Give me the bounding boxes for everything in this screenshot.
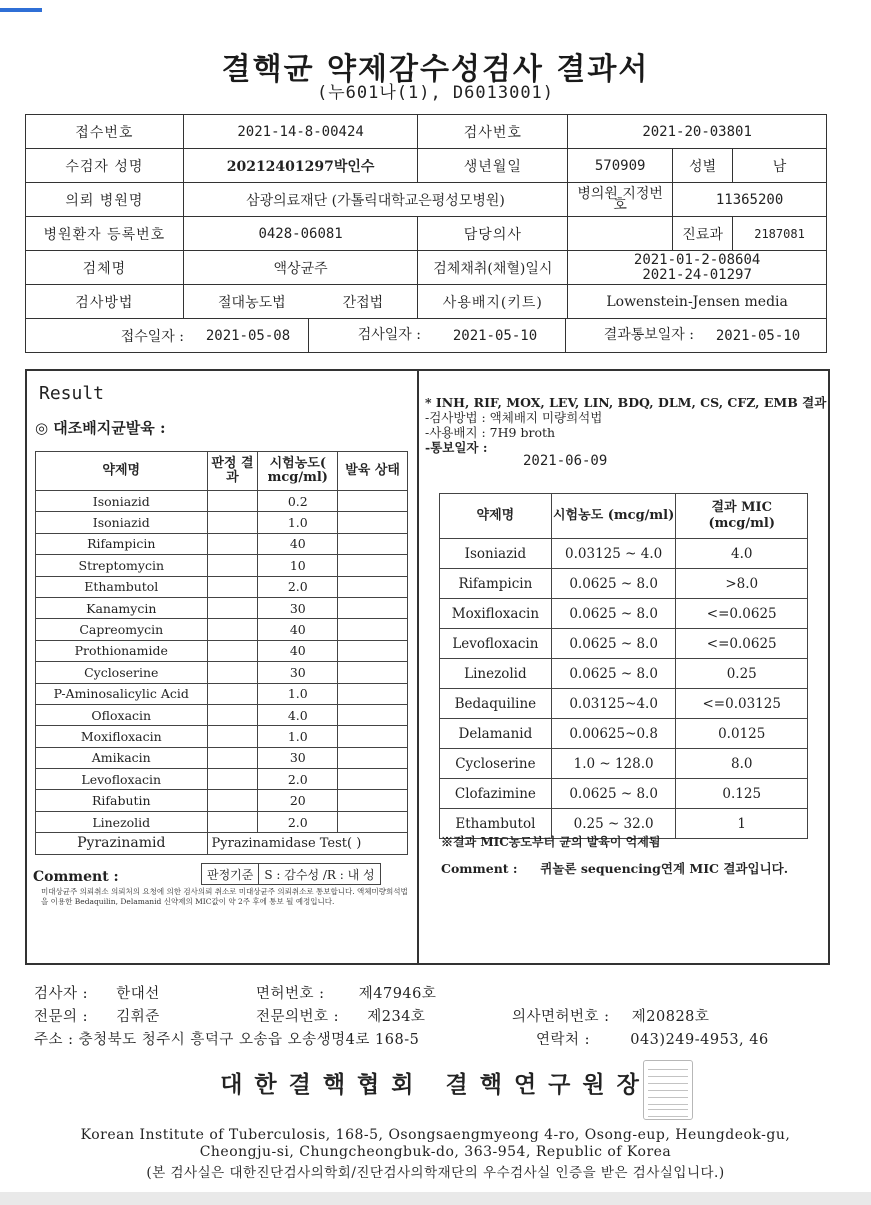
institute-name: 대한결핵협회 결핵연구원장 xyxy=(220,1071,651,1098)
mic-note-drugs: * INH, RIF, MOX, LEV, LIN, BDQ, DLM, CS, CFZ, EMB 결과 xyxy=(425,395,827,410)
received-date: 2021-05-08 xyxy=(205,327,291,344)
mic-note-report-label: -통보일자 : xyxy=(425,440,488,455)
collection-date-2: 2021-24-01297 xyxy=(642,266,752,283)
judge-cell xyxy=(207,726,258,747)
growth-cell xyxy=(338,790,408,811)
drug-name: P-Aminosalicylic Acid xyxy=(36,683,208,704)
judge-cell xyxy=(207,555,258,576)
mic-table-row xyxy=(440,539,808,569)
pyrazinamid-label: Pyrazinamid xyxy=(36,833,208,854)
concentration: 30 xyxy=(258,662,338,683)
growth-cell xyxy=(338,769,408,790)
doctor-label: 담당의사 xyxy=(418,217,568,251)
document-title: 결핵균 약제감수성검사 결과서 xyxy=(221,52,650,87)
mic-drug-name: Clofazimine xyxy=(440,779,552,809)
method-2: 간접법 xyxy=(342,294,384,311)
growth-cell xyxy=(338,533,408,554)
sex-label: 성별 xyxy=(673,149,733,183)
contact-label: 연락처 : xyxy=(536,1032,591,1048)
top-bar xyxy=(0,0,871,12)
growth-cell xyxy=(338,811,408,832)
doctor-license-label: 의사면허번호 : xyxy=(512,1009,610,1025)
mic-concentration: 0.25 ~ 32.0 xyxy=(551,809,676,839)
concentration: 30 xyxy=(258,747,338,768)
mic-concentration: 0.0625 ~ 8.0 xyxy=(551,629,676,659)
solid-table-row xyxy=(36,619,408,640)
growth-cell xyxy=(338,662,408,683)
mic-report-date: 2021-06-09 xyxy=(523,453,608,469)
patient-info-table xyxy=(25,114,827,353)
col-growth: 발육 상태 xyxy=(338,452,408,491)
concentration: 2.0 xyxy=(258,811,338,832)
solid-table-row xyxy=(36,769,408,790)
hospital-code: 11365200 xyxy=(673,183,827,217)
growth-cell xyxy=(338,619,408,640)
mic-concentration: 0.03125 ~ 4.0 xyxy=(551,539,676,569)
col-concentration: 시험농도( mcg/ml) xyxy=(258,452,338,491)
birth-label: 생년월일 xyxy=(418,149,568,183)
mic-note-medium: -사용배지 : 7H9 broth xyxy=(425,425,556,440)
reported-label: 결과통보일자 : xyxy=(565,319,698,352)
received-label: 접수일자 : xyxy=(120,328,184,345)
concentration: 2.0 xyxy=(258,576,338,597)
drug-name: Isoniazid xyxy=(36,512,208,533)
tab-indicator xyxy=(0,8,42,12)
mic-table-row xyxy=(440,599,808,629)
concentration: 2.0 xyxy=(258,769,338,790)
judge-cell xyxy=(207,662,258,683)
judge-cell xyxy=(207,491,258,512)
test-no: 2021-20-03801 xyxy=(568,115,827,149)
col-drug: 약제명 xyxy=(36,452,208,491)
mic-inhibition-note: ※결과 MIC농도부터 균의 발육이 억제됨 xyxy=(441,835,661,849)
tester-label: 검사자 : xyxy=(34,986,89,1002)
reported-date: 2021-05-10 xyxy=(715,327,801,344)
growth-cell xyxy=(338,491,408,512)
mic-drug-name: Levofloxacin xyxy=(440,629,552,659)
english-address-1: Korean Institute of Tuberculosis, 168-5, Osongsaengmyeong 4-ro, Osong-eup, Heungdeok-gu, xyxy=(80,1127,791,1143)
mic-result: 0.25 xyxy=(676,659,808,689)
medium-label: 사용배지(키트) xyxy=(418,285,568,319)
mic-table-row xyxy=(440,569,808,599)
drug-name: Cycloserine xyxy=(36,662,208,683)
mic-result: <=0.03125 xyxy=(676,689,808,719)
judge-cell xyxy=(207,576,258,597)
drug-name: Ofloxacin xyxy=(36,704,208,725)
mic-table-row xyxy=(440,749,808,779)
mic-result: >8.0 xyxy=(676,569,808,599)
drug-name: Isoniazid xyxy=(36,491,208,512)
mic-concentration: 1.0 ~ 128.0 xyxy=(551,749,676,779)
drug-name: Streptomycin xyxy=(36,555,208,576)
judge-cell xyxy=(207,747,258,768)
judge-cell xyxy=(207,512,258,533)
mic-drug-name: Bedaquiline xyxy=(440,689,552,719)
patient-label: 수검자 성명 xyxy=(26,149,184,183)
judge-cell xyxy=(207,619,258,640)
collection-label: 검체채취(채혈)일시 xyxy=(418,251,568,285)
doctor-name xyxy=(568,217,673,251)
footer-specialist-no xyxy=(256,1005,425,1026)
drug-name: Moxifloxacin xyxy=(36,726,208,747)
dept-label: 진료과 xyxy=(673,217,733,251)
medium-value: Lowenstein-Jensen media xyxy=(568,285,827,319)
concentration: 0.2 xyxy=(258,491,338,512)
concentration: 20 xyxy=(258,790,338,811)
mic-drug-name: Isoniazid xyxy=(440,539,552,569)
control-growth-label: ◎ 대조배지균발육 : xyxy=(35,419,166,437)
dept-value: 2187081 xyxy=(733,217,827,251)
drug-name: Levofloxacin xyxy=(36,769,208,790)
mic-col-concentration: 시험농도 (mcg/ml) xyxy=(551,494,676,539)
mic-result: 4.0 xyxy=(676,539,808,569)
judge-cell xyxy=(207,704,258,725)
tester-name: 한대선 xyxy=(116,986,160,1002)
solid-table-row xyxy=(36,662,408,683)
mic-drug-name: Cycloserine xyxy=(440,749,552,779)
mic-col-result: 결과 MIC (mcg/ml) xyxy=(676,494,808,539)
concentration: 1.0 xyxy=(258,512,338,533)
mic-concentration: 0.00625~0.8 xyxy=(551,719,676,749)
solid-table-row xyxy=(36,790,408,811)
hospital-label: 의뢰 병원명 xyxy=(26,183,184,217)
mic-concentration: 0.03125~4.0 xyxy=(551,689,676,719)
pyrazinamidase-test: Pyrazinamidase Test( ) xyxy=(207,833,407,854)
solid-table-row xyxy=(36,576,408,597)
concentration: 10 xyxy=(258,555,338,576)
mic-drug-name: Ethambutol xyxy=(440,809,552,839)
drug-name: Rifampicin xyxy=(36,533,208,554)
mic-concentration: 0.0625 ~ 8.0 xyxy=(551,599,676,629)
footer-license xyxy=(256,982,436,1003)
mic-concentration: 0.0625 ~ 8.0 xyxy=(551,779,676,809)
judge-cell xyxy=(207,597,258,618)
criteria-label: 판정기준 xyxy=(202,864,259,885)
drug-name: Ethambutol xyxy=(36,576,208,597)
judge-cell xyxy=(207,683,258,704)
mic-col-drug: 약제명 xyxy=(440,494,552,539)
certification-note: (본 검사실은 대한진단검사의학회/진단검사의학재단의 우수검사실 인증을 받은 검사실입니다.) xyxy=(146,1165,725,1181)
result-heading: Result xyxy=(39,383,105,404)
right-comment-text: 퀴놀론 sequencing연계 MIC 결과입니다. xyxy=(540,861,789,876)
collection-dates xyxy=(568,251,827,285)
col-judge: 판정 결과 xyxy=(207,452,258,491)
concentration: 40 xyxy=(258,533,338,554)
mic-concentration: 0.0625 ~ 8.0 xyxy=(551,569,676,599)
mic-table-row xyxy=(440,629,808,659)
right-comment xyxy=(441,859,788,877)
growth-cell xyxy=(338,555,408,576)
mic-result: 0.125 xyxy=(676,779,808,809)
tested-date: 2021-05-10 xyxy=(452,327,538,344)
solid-table-row xyxy=(36,726,408,747)
mic-result: <=0.0625 xyxy=(676,599,808,629)
growth-cell xyxy=(338,597,408,618)
concentration: 4.0 xyxy=(258,704,338,725)
specialist-no: 제234호 xyxy=(367,1009,426,1025)
patient-name: 20212401297박인수 xyxy=(183,149,418,183)
footer-doctor-license xyxy=(512,1005,709,1026)
dates-row xyxy=(26,319,827,353)
growth-cell xyxy=(338,747,408,768)
registration-no: 0428-06081 xyxy=(183,217,418,251)
method-label: 검사방법 xyxy=(26,285,184,319)
solid-table-row xyxy=(36,811,408,832)
mic-result: <=0.0625 xyxy=(676,629,808,659)
mic-result: 1 xyxy=(676,809,808,839)
solid-table-row xyxy=(36,747,408,768)
mic-table-row xyxy=(440,779,808,809)
criteria-table xyxy=(201,863,381,885)
growth-cell xyxy=(338,640,408,661)
solid-table-row xyxy=(36,491,408,512)
footer-contact xyxy=(536,1028,769,1049)
growth-cell xyxy=(338,704,408,725)
hospital-name: 삼광의료재단 (가톨릭대학교은평성모병원) xyxy=(183,183,568,217)
drug-name: Rifabutin xyxy=(36,790,208,811)
growth-cell xyxy=(338,726,408,747)
concentration: 30 xyxy=(258,597,338,618)
concentration: 1.0 xyxy=(258,726,338,747)
left-comment-label: Comment : xyxy=(33,869,119,885)
drug-name: Amikacin xyxy=(36,747,208,768)
tested-label: 검사일자 : xyxy=(308,319,425,352)
drug-name: Prothionamide xyxy=(36,640,208,661)
mic-table-row xyxy=(440,689,808,719)
mic-table xyxy=(439,493,808,839)
bottom-bar xyxy=(0,1192,871,1205)
reception-no: 2021-14-8-00424 xyxy=(183,115,418,149)
mic-result: 0.0125 xyxy=(676,719,808,749)
drug-name: Kanamycin xyxy=(36,597,208,618)
specimen-label: 검체명 xyxy=(26,251,184,285)
reception-no-label: 접수번호 xyxy=(26,115,184,149)
footer-tester xyxy=(34,982,160,1003)
specialist-name: 김휘준 xyxy=(116,1009,160,1025)
mic-table-row xyxy=(440,659,808,689)
english-address-2: Cheongju-si, Chungcheongbuk-do, 363-954, Republic of Korea xyxy=(199,1144,672,1160)
method-values xyxy=(183,285,418,319)
judge-cell xyxy=(207,790,258,811)
mic-drug-name: Linezolid xyxy=(440,659,552,689)
solid-table-row xyxy=(36,704,408,725)
mic-concentration: 0.0625 ~ 8.0 xyxy=(551,659,676,689)
solid-table-row xyxy=(36,512,408,533)
growth-cell xyxy=(338,683,408,704)
method-1: 절대농도법 xyxy=(218,294,286,311)
license-label: 면허번호 : xyxy=(256,986,325,1002)
document-subtitle: (누601나(1), D6013001) xyxy=(316,83,555,103)
solid-table-row xyxy=(36,640,408,661)
doctor-license-no: 제20828호 xyxy=(631,1009,710,1025)
birth-date: 570909 xyxy=(568,149,673,183)
specimen-name: 액상균주 xyxy=(183,251,418,285)
mic-drug-name: Delamanid xyxy=(440,719,552,749)
solid-table-row xyxy=(36,683,408,704)
mic-result: 8.0 xyxy=(676,749,808,779)
criteria-value: S : 감수성 /R : 내 성 xyxy=(259,864,380,885)
mic-drug-name: Moxifloxacin xyxy=(440,599,552,629)
contact-number: 043)249-4953, 46 xyxy=(630,1032,769,1048)
result-panel-right xyxy=(417,369,830,965)
solid-table-row xyxy=(36,597,408,618)
solid-medium-table xyxy=(35,451,408,855)
judge-cell xyxy=(207,640,258,661)
right-comment-label: Comment : xyxy=(441,861,518,876)
judge-cell xyxy=(207,811,258,832)
collection-date-1: 2021-01-2-08604 xyxy=(633,251,761,268)
growth-cell xyxy=(338,576,408,597)
judge-cell xyxy=(207,533,258,554)
specialist-label: 전문의 : xyxy=(34,1009,89,1025)
sex-value: 남 xyxy=(733,149,827,183)
solid-table-row xyxy=(36,555,408,576)
drug-name: Linezolid xyxy=(36,811,208,832)
growth-cell xyxy=(338,512,408,533)
judge-cell xyxy=(207,769,258,790)
official-seal-stamp xyxy=(643,1060,693,1120)
test-no-label: 검사번호 xyxy=(418,115,568,149)
concentration: 40 xyxy=(258,640,338,661)
result-panel-left xyxy=(25,369,419,965)
footer-address: 주소 : 충청북도 청주시 흥덕구 오송읍 오송생명4로 168-5 xyxy=(34,1032,420,1048)
mic-note-method: -검사방법 : 액체배지 미량희석법 xyxy=(425,410,603,425)
mic-drug-name: Rifampicin xyxy=(440,569,552,599)
solid-table-row xyxy=(36,533,408,554)
mic-notes xyxy=(425,395,826,455)
concentration: 1.0 xyxy=(258,683,338,704)
footer-specialist xyxy=(34,1005,160,1026)
drug-name: Capreomycin xyxy=(36,619,208,640)
registration-label: 병원환자 등록번호 xyxy=(26,217,184,251)
hospital-code-label: 병의원 지정번호 xyxy=(568,183,673,217)
license-no: 제47946호 xyxy=(358,986,437,1002)
mic-table-row xyxy=(440,719,808,749)
left-comment-text: 미대상균주 의뢰취소 의뢰처의 요청에 의한 검사의뢰 취소로 미대상균주 의뢰취소로 통보합니다. 액체미량희석법을 이용한 Bedaquilin, Delamanid 신약제의 MIC값이 약 2주 후에 통보 될 예정입니다. xyxy=(41,887,408,906)
specialist-no-label: 전문의번호 : xyxy=(256,1009,340,1025)
concentration: 40 xyxy=(258,619,338,640)
